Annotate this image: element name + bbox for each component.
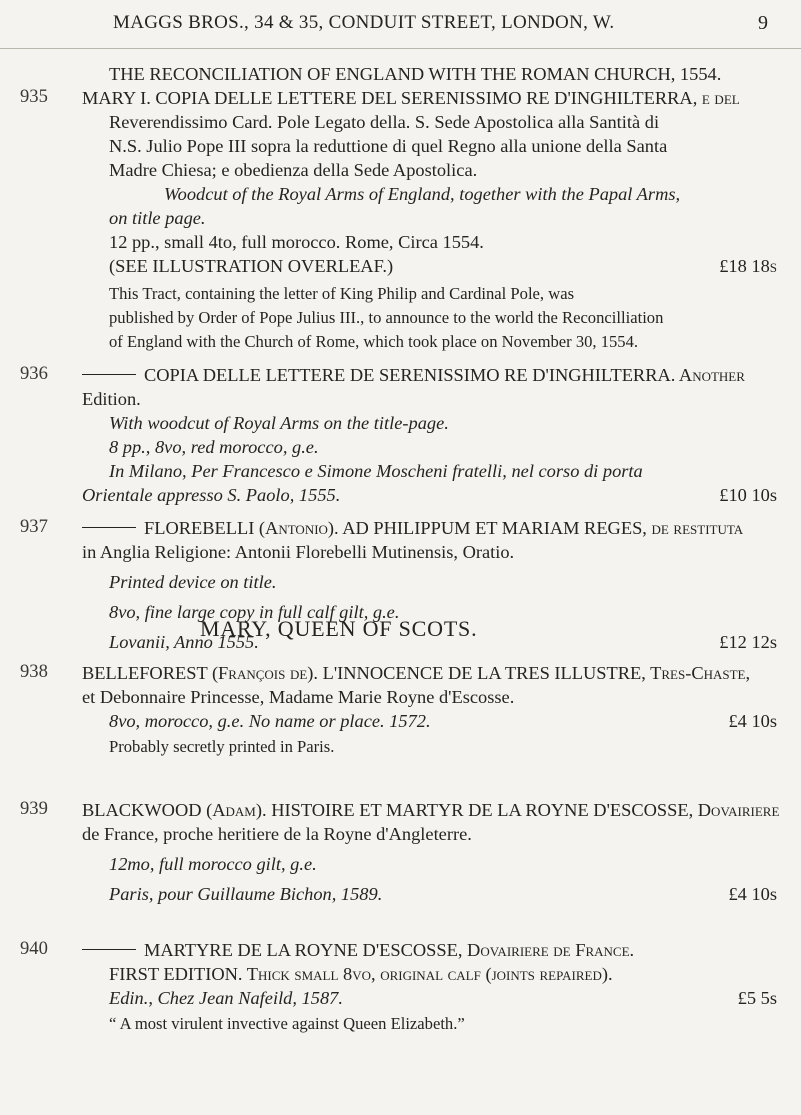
lot-text-line <box>82 363 787 387</box>
lot-text-line: Edition. <box>82 389 141 409</box>
page-number: 9 <box>758 12 769 34</box>
lot-number: 939 <box>20 798 48 819</box>
lot-note-line: published by Order of Pope Julius III., to announce to the world the Reconcilliation <box>109 308 664 327</box>
lot-text-line: Reverendissimo Card. Pole Legato della. S. Sede Apostolica alla Santità di <box>109 112 660 132</box>
lot-number: 936 <box>20 363 48 384</box>
lot-format-line: 8 pp., 8vo, red morocco, g.e. <box>109 437 319 457</box>
ditto-rule <box>82 949 136 950</box>
lot-entry-938 <box>82 661 787 759</box>
lot-price: £4 10s <box>728 884 777 904</box>
lot-note-line: of England with the Church of Rome, which took place on November 30, 1554. <box>109 332 639 351</box>
lot-imprint: Paris, pour Guillaume Bichon, 1589. <box>109 884 383 904</box>
lot-number: 938 <box>20 661 48 682</box>
lot-heading: COPIA DELLE LETTERE DE SERENISSIMO RE D'INGHILTERRA. Another <box>144 365 745 385</box>
lot-text-line: With woodcut of Royal Arms on the title-page. <box>109 413 449 433</box>
lot-heading: FLOREBELLI (Antonio). AD PHILIPPUM ET MARIAM REGES, de restituta <box>144 518 744 538</box>
ditto-rule <box>82 527 136 528</box>
lot-heading: THE RECONCILIATION OF ENGLAND WITH THE ROMAN CHURCH, 1554. <box>109 64 722 84</box>
lot-text-line: on title page. <box>109 208 206 228</box>
catalogue-header-title: MAGGS BROS., 34 & 35, CONDUIT STREET, LONDON, W. <box>113 12 615 33</box>
lot-entry-935 <box>82 62 787 354</box>
lot-imprint-line <box>82 483 787 507</box>
lot-number: 937 <box>20 516 48 537</box>
lot-format-line <box>82 709 787 733</box>
page-header <box>0 4 801 40</box>
lot-text-line <box>82 516 787 540</box>
lot-text-line: MARY I. COPIA DELLE LETTERE DEL SERENISSIMO RE D'INGHILTERRA, e del <box>82 88 740 108</box>
lot-heading: BLACKWOOD (Adam). HISTOIRE ET MARTYR DE LA ROYNE D'ESCOSSE, Dovairiere <box>82 800 780 820</box>
lot-heading: MARTYRE DE LA ROYNE D'ESCOSSE, Dovairiere de France. <box>144 940 635 960</box>
lot-price: £4 10s <box>728 711 777 731</box>
ditto-rule <box>82 374 136 375</box>
lot-format: 8vo, morocco, g.e. No name or place. 1572. <box>109 711 431 731</box>
lot-price: £12 12s <box>719 632 777 652</box>
lot-entry-940 <box>82 938 787 1036</box>
lot-number: 940 <box>20 938 48 959</box>
lot-text-line <box>82 254 787 278</box>
lot-price: £10 10s <box>719 485 777 505</box>
lot-text-line: de France, proche heritiere de la Royne d'Angleterre. <box>82 824 472 844</box>
lot-format-line: 8vo, fine large copy in full calf gilt, g.e. <box>109 602 400 622</box>
lot-imprint: Edin., Chez Jean Nafeild, 1587. <box>109 988 343 1008</box>
lot-price: £5 5s <box>737 988 777 1008</box>
lot-entry-939 <box>82 798 787 906</box>
lot-format-line: 12 pp., small 4to, full morocco. Rome, Circa 1554. <box>109 232 484 252</box>
lot-text-line: Madre Chiesa; e obedienza della Sede Apostolica. <box>109 160 478 180</box>
lot-imprint: Lovanii, Anno 1555. <box>109 632 259 652</box>
lot-text-line <box>82 938 787 962</box>
lot-text-line: et Debonnaire Princesse, Madame Marie Royne d'Escosse. <box>82 687 515 707</box>
lot-entry-936 <box>82 363 787 507</box>
lot-text-line: in Anglia Religione: Antonii Florebelli Mutinensis, Oratio. <box>82 542 515 562</box>
section-heading: MARY, QUEEN OF SCOTS. <box>200 616 478 641</box>
lot-note-line: Probably secretly printed in Paris. <box>109 737 335 756</box>
lot-text-line: N.S. Julio Pope III sopra la reduttione di quel Regno alla unione della Santa <box>109 136 668 156</box>
lot-format-line: FIRST EDITION. Thick small 8vo, original calf (joints repaired). <box>109 964 613 984</box>
lot-note-line: This Tract, containing the letter of King Philip and Cardinal Pole, was <box>109 284 575 303</box>
lot-note-line: “ A most virulent invective against Queen Elizabeth.” <box>109 1014 465 1033</box>
lot-imprint-line <box>82 882 787 906</box>
lot-illustration-note: (SEE ILLUSTRATION OVERLEAF.) <box>109 256 394 276</box>
lot-text-line: Printed device on title. <box>109 572 277 592</box>
lot-imprint-line <box>82 986 787 1010</box>
lot-price: £18 18s <box>719 256 777 276</box>
lot-text-line: Woodcut of the Royal Arms of England, together with the Papal Arms, <box>164 184 681 204</box>
header-rule <box>0 48 801 49</box>
lot-number: 935 <box>20 86 48 107</box>
lot-heading: BELLEFOREST (François de). L'INNOCENCE DE LA TRES ILLUSTRE, Tres-Chaste, <box>82 663 751 683</box>
lot-imprint: Orientale appresso S. Paolo, 1555. <box>82 485 341 505</box>
lot-text-line: In Milano, Per Francesco e Simone Moscheni fratelli, nel corso di porta <box>109 461 643 481</box>
lot-format-line: 12mo, full morocco gilt, g.e. <box>109 854 317 874</box>
